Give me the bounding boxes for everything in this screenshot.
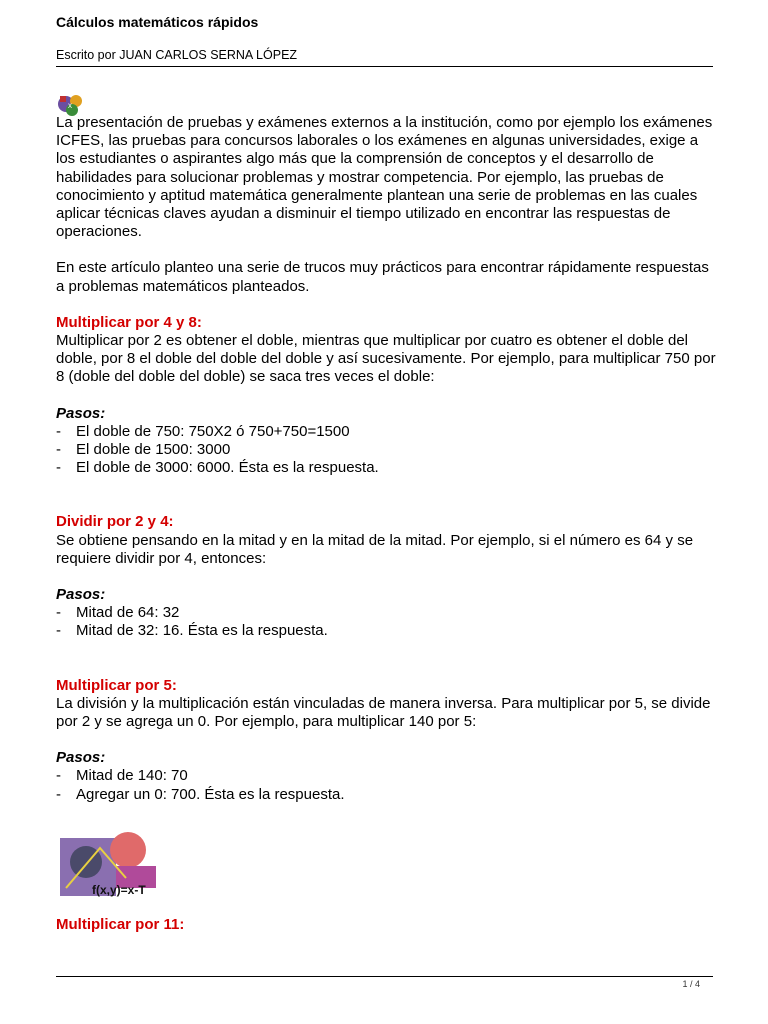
list-item: - El doble de 3000: 6000. Ésta es la respuesta. [56, 459, 379, 477]
section-heading: Multiplicar por 11: [56, 916, 185, 933]
list-item: - Mitad de 32: 16. Ésta es la respuesta. [56, 622, 328, 640]
list-item: - Mitad de 140: 70 [56, 767, 188, 785]
document-title: Cálculos matemáticos rápidos [56, 14, 259, 30]
list-item: - El doble de 750: 750X2 ó 750+750=1500 [56, 422, 350, 440]
header-divider [56, 66, 713, 67]
svg-text:x: x [68, 101, 72, 110]
list-item: - Agregar un 0: 700. Ésta es la respuesta. [56, 785, 345, 803]
section-body: Se obtiene pensando en la mitad y en la mitad de la mitad. Por ejemplo, si el número es 64 y se requiere dividir por 4, entonces: [56, 531, 694, 567]
list-item: - Mitad de 64: 32 [56, 604, 180, 622]
footer-divider [56, 976, 713, 977]
section-body: Multiplicar por 2 es obtener el doble, mientras que multiplicar por cuatro es obtener el doble del doble, por 8 el doble del doble del doble y así sucesivamente. Por ejemplo, para multiplicar 750 por 8 (doble del doble del doble) se saca tres veces el doble: [56, 332, 716, 386]
document-author: Escrito por JUAN CARLOS SERNA LÓPEZ [56, 48, 298, 62]
figure-formula: f(x,y)=x-T [92, 883, 146, 897]
intro-paragraph: La presentación de pruebas y exámenes externos a la institución, como por ejemplo los exámenes ICFES, las pruebas para concursos laborales o los exámenes en algunas universidades, exige a los estudiantes o aspirantes algo más que la comprensión de conceptos y el desarrollo de habilidades para solucionar problemas y mostrar competencia. Por ejemplo, las pruebas de conocimiento y aptitud matemática generalmente plantean una serie de problemas en las cuales aplicar técnicas claves ayudan a disminuir el tiempo utilizado en encontrar las respuestas de operaciones. [56, 114, 713, 241]
list-item: - El doble de 1500: 3000 [56, 441, 231, 459]
page-number: 1 / 4 [682, 979, 700, 989]
steps-label: Pasos: [56, 586, 106, 604]
section-heading: Multiplicar por 4 y 8: [56, 313, 202, 331]
math-figure-icon [56, 828, 160, 900]
section-heading: Multiplicar por 5: [56, 676, 177, 694]
article-body [56, 114, 716, 804]
section-body: La división y la multiplicación están vinculadas de manera inversa. Para multiplicar por 5, se divide por 2 y se agrega un 0. Por ejemplo, para multiplicar 140 por 5: [56, 694, 711, 731]
steps-label: Pasos: [56, 404, 106, 422]
section-heading: Dividir por 2 y 4: [56, 513, 174, 531]
intro-paragraph-2: En este artículo planteo una serie de trucos muy prácticos para encontrar rápidamente respuestas a problemas matemáticos planteados. [56, 259, 709, 295]
steps-label: Pasos: [56, 749, 106, 767]
